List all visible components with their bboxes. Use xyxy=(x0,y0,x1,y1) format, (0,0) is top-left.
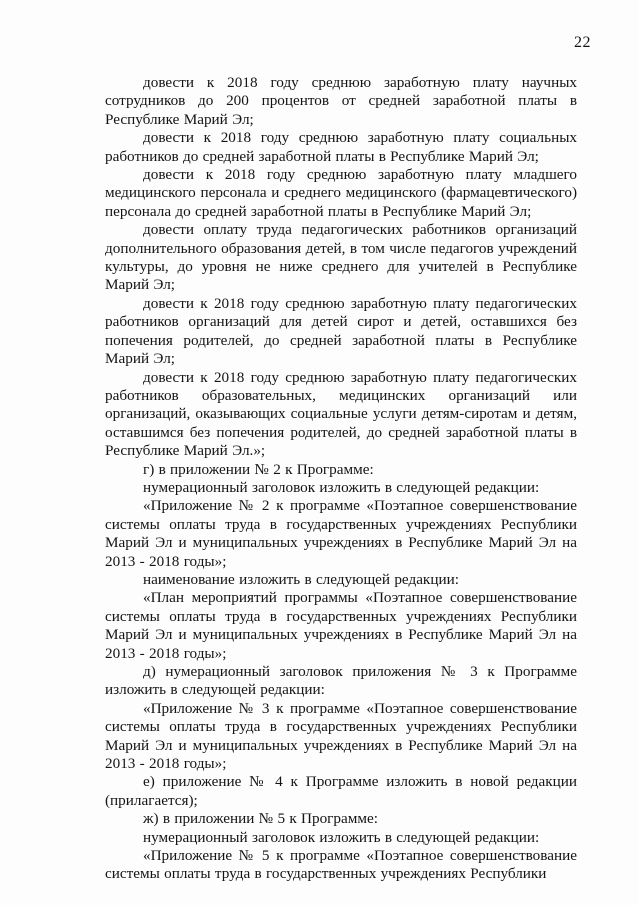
paragraph: д) нумерационный заголовок приложения № 3 к Программе изложить в следующей редакции: xyxy=(105,663,577,699)
paragraph: довести к 2018 году среднюю заработную плату младшего медицинского персонала и среднего медицинского (фармацевтического) персонала до средней заработной платы в Республике Марий Эл; xyxy=(105,166,577,220)
paragraph: «Приложение № 3 к программе «Поэтапное совершенствование системы оплаты труда в государственных учреждениях Республики Марий Эл и муниципальных учреждениях в Республике Марий Эл на 2013 - 2018 годы»; xyxy=(105,699,577,773)
paragraph: «Приложение № 5 к программе «Поэтапное совершенствование системы оплаты труда в государственных учреждениях Республики xyxy=(105,847,577,883)
paragraph: наименование изложить в следующей редакции: xyxy=(143,570,459,588)
document-body xyxy=(105,74,577,884)
paragraph: довести к 2018 году среднюю заработную плату педагогических работников образовательных, медицинских организаций или организаций, оказывающих социальные услуги детям-сиротам и детям, оставшимся без попечения родителей, до средней заработной платы в Республике Марий Эл.»; xyxy=(105,368,577,460)
paragraph: довести к 2018 году среднюю заработную плату педагогических работников организаций для детей сирот и детей, оставшихся без попечения родителей, до средней заработной платы в Республике Марий Эл; xyxy=(105,294,577,368)
paragraph: довести к 2018 году среднюю заработную плату социальных работников до средней заработной платы в Республике Марий Эл; xyxy=(105,129,577,165)
paragraph: нумерационный заголовок изложить в следующей редакции: xyxy=(143,828,540,846)
paragraph: довести к 2018 году среднюю заработную плату научных сотрудников до 200 процентов от средней заработной платы в Республике Марий Эл; xyxy=(105,74,577,128)
paragraph: «План мероприятий программы «Поэтапное совершенствование системы оплаты труда в государственных учреждениях Республики Марий Эл и муниципальных учреждениях в Республике Марий Эл на 2013 - 2018 годы»; xyxy=(105,589,577,662)
paragraph: ж) в приложении № 5 к Программе: xyxy=(143,810,378,828)
paragraph: нумерационный заголовок изложить в следующей редакции: xyxy=(143,478,540,496)
paragraph: е) приложение № 4 к Программе изложить в новой редакции (прилагается); xyxy=(105,773,577,809)
paragraph: довести оплату труда педагогических работников организаций дополнительного образования детей, в том числе педагогов учреждений культуры, до уровня не ниже среднего для учителей в Республике Марий Эл; xyxy=(105,221,577,294)
paragraph: г) в приложении № 2 к Программе: xyxy=(143,460,374,478)
page-number: 22 xyxy=(574,34,591,51)
paragraph: «Приложение № 2 к программе «Поэтапное совершенствование системы оплаты труда в государственных учреждениях Республики Марий Эл и муниципальных учреждениях в Республике Марий Эл на 2013 - 2018 годы»; xyxy=(105,497,577,570)
